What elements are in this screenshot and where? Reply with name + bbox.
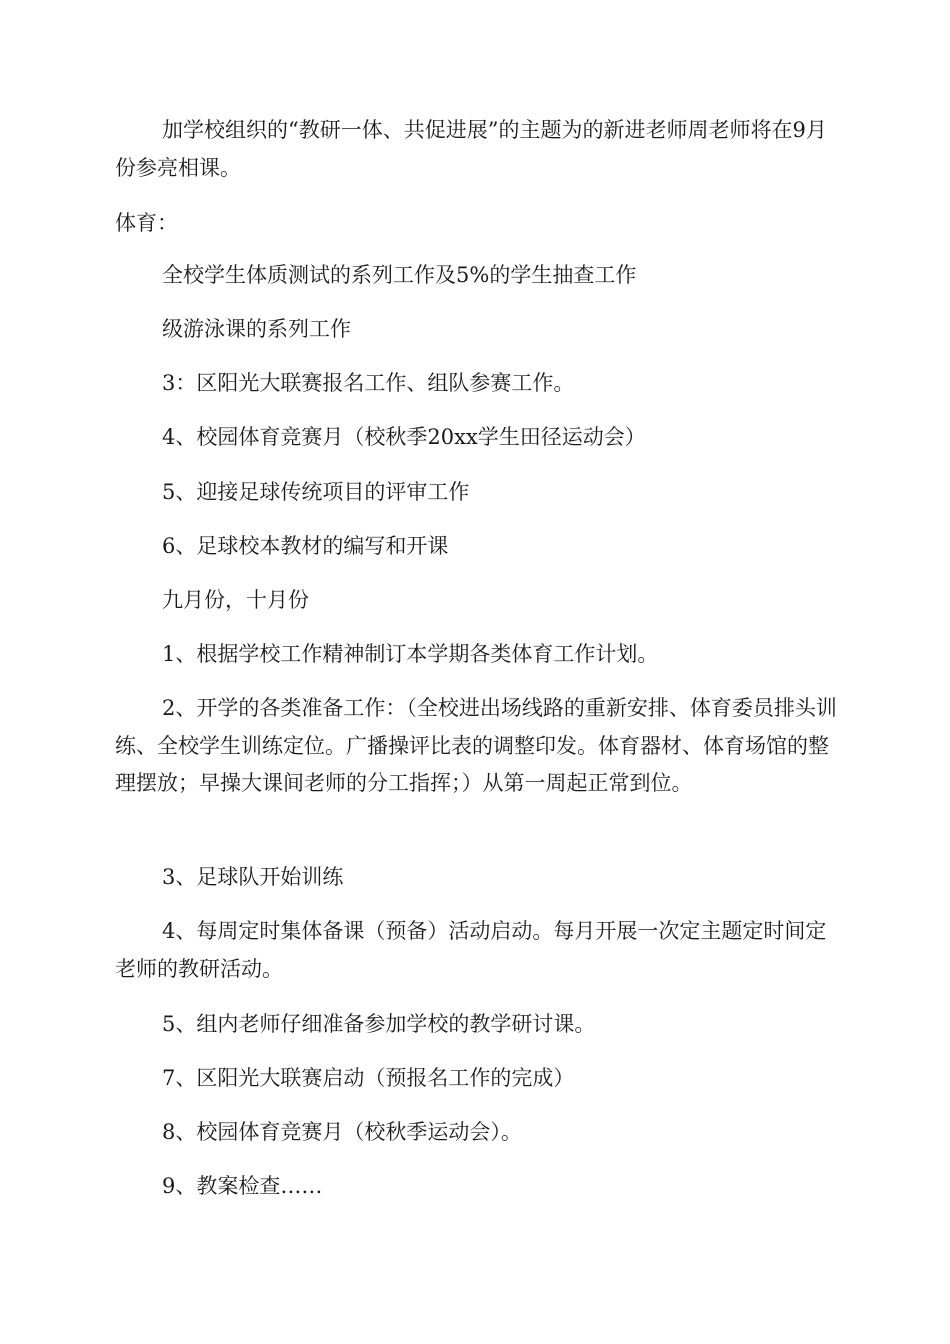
list-item-5-teaching-seminar: 5、组内老师仔细准备参加学校的教学研讨课。 xyxy=(162,1012,596,1036)
paragraph-intro: 加学校组织的“教研一体、共促进展”的主题为的新进老师周老师将在9月份参亮相课。 xyxy=(115,118,827,180)
list-item-9-lesson-plan-check: 9、教案检查…… xyxy=(162,1174,323,1198)
list-item-2-preparation: 2、开学的各类准备工作：（全校进出场线路的重新安排、体育委员排头训练、全校学生训练定位。广播操评比表的调整印发。体育器材、体育场馆的整理摆放；早操大课间老师的分工指挥；）从第一周起正常到位。 xyxy=(115,696,837,795)
list-item-4-sports-month: 4、校园体育竞赛月（校秋季20xx学生田径运动会） xyxy=(162,425,646,449)
list-item-5-football-review: 5、迎接足球传统项目的评审工作 xyxy=(162,480,470,504)
list-item-4-lesson-prep: 4、每周定时集体备课（预备）活动启动。每月开展一次定主题定时间定老师的教研活动。 xyxy=(115,919,827,981)
list-item-3-sunshine-league: 3：区阳光大联赛报名工作、组队参赛工作。 xyxy=(162,371,575,395)
list-item-7-league-start: 7、区阳光大联赛启动（预报名工作的完成） xyxy=(162,1066,575,1090)
list-item-6-football-textbook: 6、足球校本教材的编写和开课 xyxy=(162,534,449,558)
list-item-1-plan: 1、根据学校工作精神制订本学期各类体育工作计划。 xyxy=(162,642,659,666)
section-heading-pe: 体育： xyxy=(115,211,178,235)
paragraph-fitness-test: 全校学生体质测试的系列工作及5%的学生抽查工作 xyxy=(162,263,637,287)
section-heading-months: 九月份，十月份 xyxy=(162,588,309,612)
paragraph-swimming: 级游泳课的系列工作 xyxy=(162,317,351,341)
list-item-8-sports-meet: 8、校园体育竞赛月（校秋季运动会）。 xyxy=(162,1120,522,1144)
list-item-3-football-training: 3、足球队开始训练 xyxy=(162,865,344,889)
